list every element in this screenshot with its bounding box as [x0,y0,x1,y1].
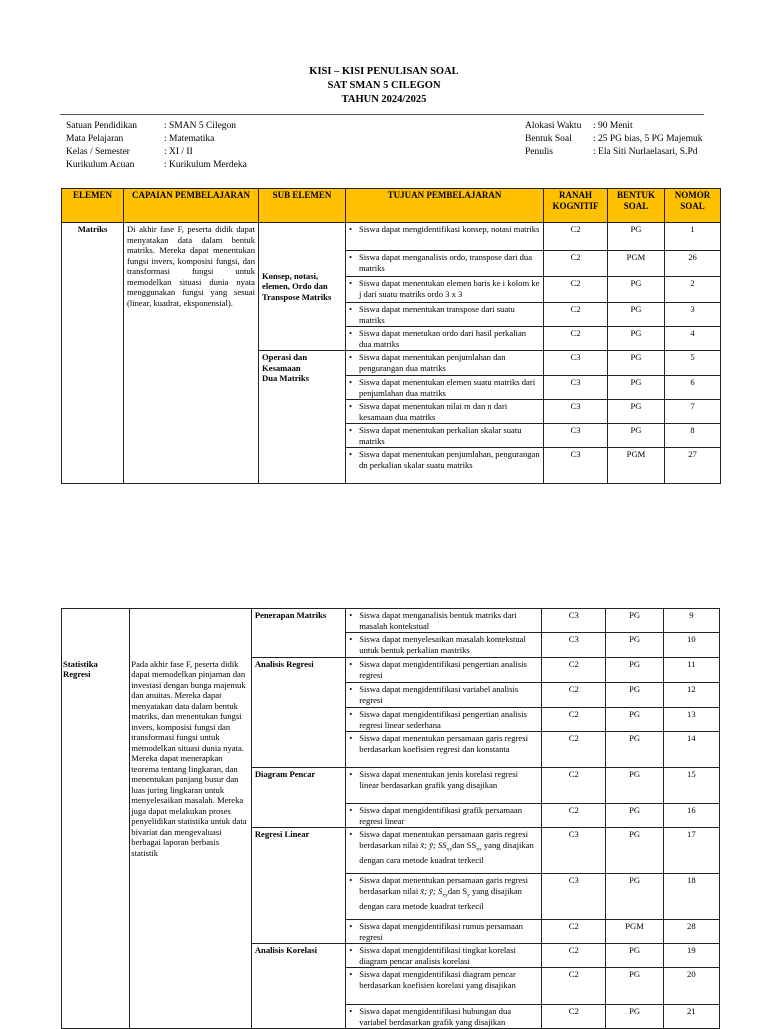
nomor-cell: 17 [663,828,719,874]
tujuan-text: Siswa dapat mengidentifikasi hubungan dua variabel berdasarkan grafik yang disajikan [359,1006,512,1027]
tujuan-text: Siswa dapat mengidentifikasi grafik persamaan regresi linear [359,805,523,826]
ranah-cell: C2 [542,768,606,804]
bentuk-cell: PG [606,804,663,828]
info-label: Mata Pelajaran [66,134,124,144]
ranah-cell: C2 [544,251,608,277]
doc-subtitle-year: TAHUN 2024/2025 [341,94,427,105]
info-value: : Kurikulum Merdeka [164,160,247,170]
ranah-cell: C2 [542,804,606,828]
ranah-cell: C3 [542,633,606,658]
nomor-cell: 28 [663,920,719,944]
bullet-icon: • [349,1006,353,1016]
ranah-cell: C3 [542,828,606,874]
info-label: Kelas / Semester [66,147,130,157]
nomor-cell: 16 [663,804,719,828]
bentuk-cell: PG [608,223,665,251]
bentuk-cell: PG [608,327,665,351]
sub-elemen-cell: Regresi Linear [251,828,345,944]
bullet-icon: • [349,709,353,719]
ranah-cell: C2 [542,708,606,732]
tujuan-text: Siswa dapat mengidentifikasi diagram pencar berdasarkan koefisien korelasi yang disajikan [359,969,516,990]
nomor-cell: 19 [663,944,719,968]
bullet-icon: • [349,252,353,262]
bullet-icon: • [349,659,353,669]
bullet-icon: • [349,829,353,839]
tujuan-text: Siswa dapat menentukan transpose dari suatu matriks [359,304,515,325]
bentuk-cell: PG [606,732,663,768]
ranah-cell: C2 [542,944,606,968]
info-label: Kurikulum Acuan [66,160,135,170]
bentuk-cell: PG [606,658,663,683]
nomor-cell: 10 [663,633,719,658]
tujuan-text: Siswa dapat mengidentifikasi tingkat korelasi diagram pencar analisis korelasi [359,945,516,966]
info-left [66,120,247,172]
capaian-cell-empty [130,609,252,658]
tujuan-text: Siswa dapat menentukan jenis korelasi regresi linear berdasarkan grafik yang disajikan [359,769,518,790]
ranah-cell: C3 [544,376,608,400]
bullet-icon: • [349,769,353,779]
bullet-icon: • [349,805,353,815]
tujuan-text: Siswa dapat menentukan perkalian skalar suatu matriks [359,425,522,446]
bentuk-cell: PGM [608,251,665,277]
bentuk-cell: PG [608,277,665,303]
nomor-cell: 4 [665,327,721,351]
bentuk-cell: PG [606,683,663,708]
bullet-icon: • [349,733,353,743]
tujuan-text: Siswa dapat menyelesaikan masalah kontekstual untuk bentuk perkalian mastriks [359,634,526,655]
tujuan-text: Siswa dapat menganalisis bentuk matriks dari masalah kontekstual [359,610,517,631]
tujuan-text: Siswa dapat mengidentifikasi pengertian analisis regresi [359,659,527,680]
tujuan-text: Siswa dapat menentukan elemen baris ke i kolom ke j dari suatu matriks ordo 3 x 3 [359,278,540,299]
tujuan-text: Siswa dapat mengidentifikasi rumus persamaan regresi [359,921,523,942]
sub-elemen-cell [259,351,346,484]
col-header-elemen: ELEMEN [62,189,124,223]
col-header-nomor: NOMOR SOAL [665,189,721,223]
info-value: : SMAN 5 Cilegon [164,121,237,131]
nomor-cell: 27 [665,448,721,484]
bentuk-cell: PGM [606,920,663,944]
header-rule [60,114,704,115]
bentuk-cell: PGM [608,448,665,484]
nomor-cell: 2 [665,277,721,303]
elemen-cell-empty [62,609,130,658]
tujuan-text-post: yang disajikan dengan cara metode kuadrat terkecil [359,839,534,865]
nomor-cell: 12 [663,683,719,708]
nomor-cell: 14 [663,732,719,768]
info-label: Bentuk Soal [525,134,572,144]
info-label: Alokasi Waktu [525,121,582,131]
table-row [62,658,720,683]
info-right [525,120,703,159]
col-header-ranah: RANAH KOGNITIF [544,189,608,223]
col-header-capaian: CAPAIAN PEMBELAJARAN [124,189,259,223]
bullet-icon: • [349,401,353,411]
tujuan-text: Siswa dapat mengidentifikasi konsep, notasi matriks [359,224,540,234]
ranah-cell: C3 [544,448,608,484]
bentuk-cell: PG [608,351,665,376]
math-connector: dan S [447,885,468,896]
sub-elemen-cell: Konsep, notasi, elemen, Ordo dan Transpose Matriks [259,223,346,351]
table-row [62,609,720,633]
bullet-icon: • [349,304,353,314]
tujuan-text [359,875,538,911]
bentuk-cell: PG [608,424,665,448]
bullet-icon: • [349,634,353,644]
nomor-cell: 13 [663,708,719,732]
math-expression: x̄; ȳ; S [420,885,443,896]
bullet-icon: • [349,449,353,459]
info-value: : Ela Siti Nurlaelasari, S.Pd [593,147,698,157]
bullet-icon: • [349,969,353,979]
col-header-bentuk: BENTUK SOAL [608,189,665,223]
tujuan-text-pre: Siswa dapat menentukan persamaan garis regresi berdasarkan nilai [359,829,528,850]
tujuan-text: Siswa dapat menganalisis ordo, transpose dari dua matriks [359,252,533,273]
nomor-cell: 15 [663,768,719,804]
bullet-icon: • [349,352,353,362]
ranah-cell: C3 [542,874,606,920]
nomor-cell: 3 [665,303,721,327]
sub-elemen-cell: Diagram Pencar [251,768,345,828]
bentuk-cell: PG [608,400,665,424]
ranah-cell: C3 [542,609,606,633]
ranah-cell: C2 [542,658,606,683]
bullet-icon: • [349,425,353,435]
tujuan-text: Siswa dapat menentukan persamaan garis regresi berdasarkan koefisien regresi dan konstanta [359,733,528,754]
kisi-table-statistika [61,608,720,1029]
kisi-table-matriks [61,188,721,484]
sub-elemen-text: Operasi dan Kesamaan Dua Matriks [262,352,310,383]
bullet-icon: • [349,875,353,885]
ranah-cell: C2 [542,920,606,944]
bullet-icon: • [349,224,353,234]
info-value: : 25 PG bias, 5 PG Majemuk [593,134,703,144]
capaian-cell: Di akhir fase F, peserta didik dapat menyatakan data dalam bentuk matriks. Mereka dapat menentukan fungsi invers, komposisi fungsi, dan transformasi fungsi untuk memodelkan situasi dunia nyata menggunakan fungsi yang sesuai (linear, kuadrat, eksponensial). [124,223,259,484]
nomor-cell: 21 [663,1005,719,1029]
bullet-icon: • [349,278,353,288]
ranah-cell: C2 [542,732,606,768]
table-row [62,223,721,251]
nomor-cell: 6 [665,376,721,400]
nomor-cell: 7 [665,400,721,424]
ranah-cell: C2 [544,223,608,251]
ranah-cell: C3 [544,424,608,448]
bullet-icon: • [349,684,353,694]
ranah-cell: C3 [544,351,608,376]
col-header-sub-elemen: SUB ELEMEN [259,189,346,223]
tujuan-text: Siswa dapat menentukan penjumlahan dan pengurangan dua matriks [359,352,506,373]
tujuan-text: Siswa dapat menentukan nilai m dan n dari kesamaan dua matriks [359,401,508,422]
ranah-cell: C3 [544,400,608,424]
nomor-cell: 8 [665,424,721,448]
math-subscript: y [467,892,470,899]
bullet-icon: • [349,921,353,931]
bullet-icon: • [349,377,353,387]
bentuk-cell: PG [606,944,663,968]
bentuk-cell: PG [606,968,663,1005]
bentuk-cell: PG [608,376,665,400]
ranah-cell: C2 [542,1005,606,1029]
col-header-tujuan: TUJUAN PEMBELAJARAN [346,189,544,223]
bentuk-cell: PG [606,633,663,658]
bentuk-cell: PG [608,303,665,327]
bullet-icon: • [349,945,353,955]
tujuan-text: Siswa dapat mengidentifikasi variabel analisis regresi [359,684,519,705]
bentuk-cell: PG [606,874,663,920]
ranah-cell: C2 [542,968,606,1005]
tujuan-text-pre: Siswa dapat menentukan persamaan garis regresi berdasarkan nilai [359,875,528,896]
bentuk-cell: PG [606,609,663,633]
math-subscript: xy [446,846,453,853]
math-connector: dan SS [452,839,477,850]
nomor-cell: 11 [663,658,719,683]
ranah-cell: C2 [542,683,606,708]
tujuan-text: Siswa dapat menetukan ordo dari hasil perkalian dua matriks [359,328,527,349]
tujuan-text-post: yang disajikan dengan cara metode kuadrat terkecil [359,885,522,911]
tujuan-text [359,829,538,865]
nomor-cell: 9 [663,609,719,633]
ranah-cell: C2 [544,303,608,327]
bentuk-cell: PG [606,828,663,874]
info-value: : XI / II [164,147,193,157]
info-label: Penulis [525,147,553,157]
doc-subtitle-school: SAT SMAN 5 CILEGON [327,80,441,91]
elemen-cell: Statistika Regresi [62,658,130,1029]
info-label: Satuan Pendidikan [66,121,137,131]
ranah-cell: C2 [544,277,608,303]
elemen-cell: Matriks [62,223,124,484]
nomor-cell: 1 [665,223,721,251]
bullet-icon: • [349,328,353,338]
nomor-cell: 26 [665,251,721,277]
capaian-cell: Pada akhir fase F, peserta didik dapat memodelkan pinjaman dan investasi dengan bunga majemuk dan anuitas. Mereka dapat menyatakan data dalam bentuk matriks, dan menentukan fungsi invers, komposisi fungsi dan transformasi fungsi untuk memodelkan situasi dunia nyata. Mereka dapat menerapkan teorema tentang lingkaran, dan menentukan panjang busur dan luas juring lingkaran untuk menyelesaikan masalah. Mereka juga dapat melakukan proses penyelidikan statistika untuk data bivariat dan mengevaluasi berbagai laporan berbasis statistik [130,658,252,1029]
math-expression: x̄; ȳ; SS [420,839,447,850]
tujuan-text: Siswa dapat mengidentifikasi pengertian analisis regresi linear sederhana [359,709,527,730]
info-value: : Matematika [164,134,215,144]
nomor-cell: 18 [663,874,719,920]
bentuk-cell: PG [606,768,663,804]
info-value: : 90 Menit [593,121,633,131]
doc-title: KISI – KISI PENULISAN SOAL [309,66,459,77]
sub-elemen-cell: Penerapan Matriks [251,609,345,658]
tujuan-text: Siswa dapat menentukan penjumlahan, pengurangan dn perkalian skalar suatu matriks [359,449,540,470]
nomor-cell: 20 [663,968,719,1005]
nomor-cell: 5 [665,351,721,376]
tujuan-text: Siswa dapat menentukan elemen suatu matriks dari penjumlahan dua matriks [359,377,536,398]
bullet-icon: • [349,610,353,620]
bentuk-cell: PG [606,708,663,732]
math-subscript: xy [442,892,448,899]
sub-elemen-cell: Analisis Regresi [251,658,345,768]
bentuk-cell: PG [606,1005,663,1029]
math-subscript: xx [476,846,482,853]
ranah-cell: C2 [544,327,608,351]
sub-elemen-cell: Analisis Korelasi [251,944,345,1029]
